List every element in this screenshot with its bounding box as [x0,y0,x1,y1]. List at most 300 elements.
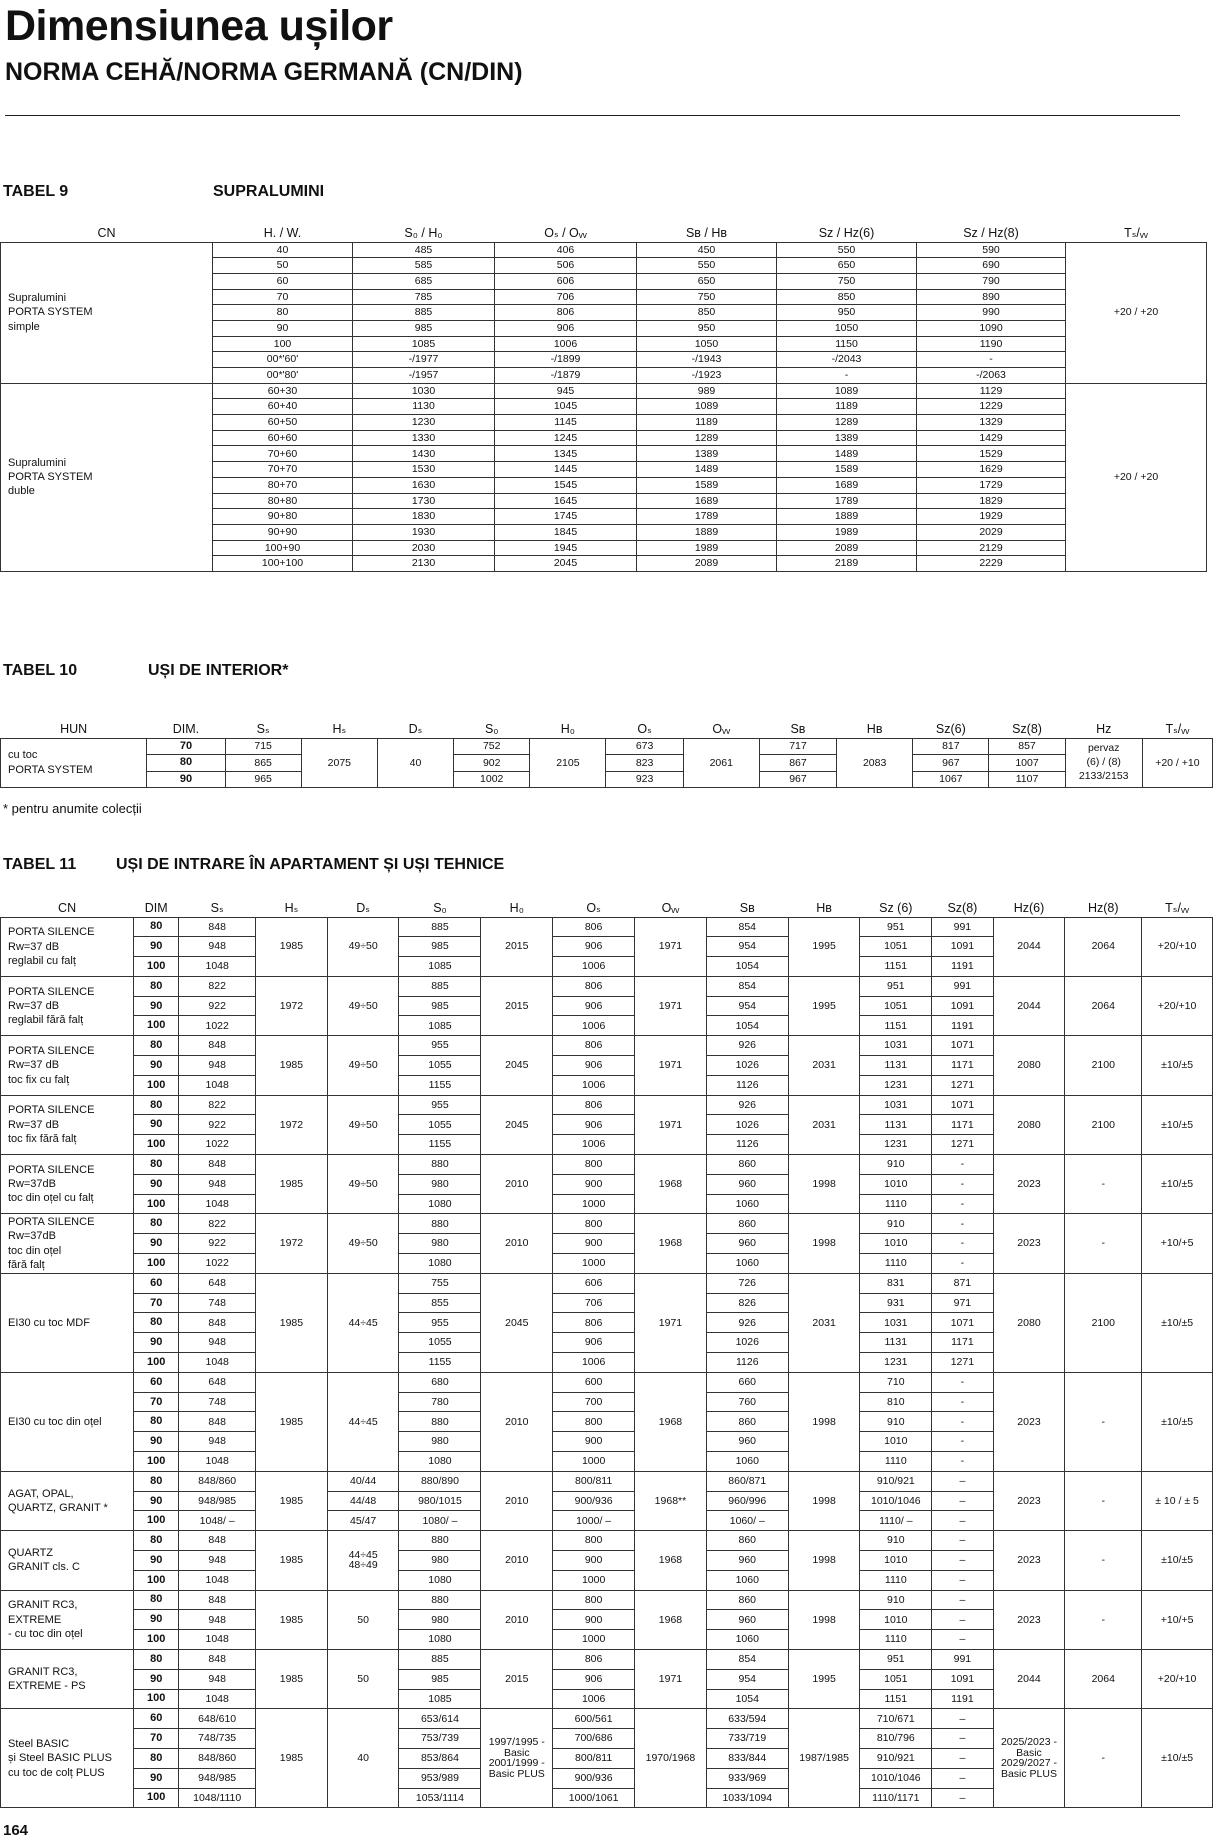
table-cell: 1150 [777,336,917,352]
table-cell: 1245 [495,430,637,446]
table-cell: 706 [495,289,637,305]
table-cell: 1968 [635,1590,707,1649]
column-header: Oᵥᵥ [661,901,680,915]
table-cell: 40 [327,1709,399,1808]
dim-cell: 90 [134,1333,179,1353]
table-cell: 648/610 [179,1709,256,1729]
dim-cell: 100 [134,1788,179,1808]
table-cell: 2030 [353,540,495,556]
table-cell: 1055 [399,1333,481,1353]
table-row [1,1709,1213,1729]
table-cell: 1048 [179,957,256,977]
table-cell: 806 [553,1095,635,1115]
table-cell: – [932,1788,993,1808]
table-cell: 1830 [353,509,495,525]
table-cell: 1689 [777,477,917,493]
table-cell: 1971 [635,976,707,1035]
row-group-label: GRANIT RC3, EXTREME - cu toc din oțel [1,1590,134,1649]
table-cell: 880 [399,1412,481,1432]
table-row [1,976,1213,996]
dim-cell: 90 [147,771,225,788]
table-row [1,1036,1213,1056]
table-cell: 1972 [256,1214,328,1273]
table-cell: 948 [179,1432,256,1452]
table-cell: 960 [706,1551,788,1571]
dim-cell: 100 [134,1135,179,1155]
table-cell: - [1065,1214,1142,1273]
table-cell: 1985 [256,1471,328,1530]
tolerance-cell: ±10/±5 [1142,1531,1213,1590]
table-cell: 685 [353,273,495,289]
table-cell: 2105 [530,738,606,788]
table-cell: – [932,1630,993,1650]
table-cell: 44/48 [327,1491,399,1511]
table-cell: 750 [777,273,917,289]
tolerance-cell: ±10/±5 [1142,1036,1213,1095]
table-cell: 1985 [256,1273,328,1372]
table-row [1,1649,1213,1669]
dim-cell: 100 [134,1570,179,1590]
table-cell: 1006 [553,957,635,977]
table-cell: 933/969 [706,1768,788,1788]
table-cell: 2010 [481,1590,553,1649]
dim-cell: 90 [134,1234,179,1254]
table-cell: 1131 [860,1056,932,1076]
table-cell: 1091 [932,996,993,1016]
table-cell: - [932,1372,993,1392]
table-cell: 752 [454,738,530,755]
table-cell: 1000 [553,1254,635,1274]
table-cell: 848 [179,1590,256,1610]
table-cell: 817 [913,738,989,755]
table-cell: 1189 [777,399,917,415]
table-cell: 2025/2023 - Basic 2029/2027 - Basic PLUS [993,1709,1065,1808]
table-cell: 951 [860,976,932,996]
table-cell: 2083 [837,738,913,788]
table-cell: 850 [637,305,777,321]
table-cell: 2045 [495,556,637,572]
table-cell: – [932,1709,993,1729]
table-cell: 760 [706,1392,788,1412]
dim-cell: 60 [134,1372,179,1392]
table-cell: 506 [495,258,637,274]
table-cell: 2089 [777,540,917,556]
table-cell: 980/1015 [399,1491,481,1511]
table-cell: pervaz (6) / (8) 2133/2153 [1065,738,1142,788]
table-cell: 980 [399,1610,481,1630]
table-cell: 954 [706,996,788,1016]
table-cell: 1054 [706,1689,788,1709]
table-cell: 2023 [993,1531,1065,1590]
table-cell: 1971 [635,1649,707,1708]
column-header: DIM. [172,722,200,736]
table-cell: 2015 [481,1649,553,1708]
dim-cell: 90 [134,1491,179,1511]
column-header: H. / W. [263,226,302,240]
table-cell: 1971 [635,917,707,976]
table-cell: 45/47 [327,1511,399,1531]
table-row [1,1273,1213,1293]
table-cell: 1010 [860,1610,932,1630]
table-cell: 900 [553,1551,635,1571]
table-cell: 2045 [481,1095,553,1154]
column-header: Tₛ/ᵥᵥ [1165,722,1190,736]
column-header: H₀ [560,722,575,736]
table-cell: 860/871 [706,1471,788,1491]
table-cell: 950 [637,320,777,336]
dim-cell: 90 [134,1768,179,1788]
table-cell: – [932,1590,993,1610]
dim-cell: 100 [134,1630,179,1650]
table-cell: 406 [495,242,637,258]
table-cell: 1006 [553,1075,635,1095]
column-header: Sᴢ (6) [879,901,913,915]
table-cell: 1845 [495,524,637,540]
tolerance-cell: ±10/±5 [1142,1273,1213,1372]
table-cell: 848 [179,1036,256,1056]
table-cell: 706 [553,1293,635,1313]
table-cell: 1000/1061 [553,1788,635,1808]
table-cell: 1126 [706,1353,788,1373]
table-cell: 00*'80' [213,368,353,384]
table-cell: 1000 [553,1452,635,1472]
table-9 [0,208,1207,572]
column-header: Oᵥᵥ [712,722,731,736]
table-cell: -/1879 [495,368,637,384]
table-cell: 1489 [777,446,917,462]
table-cell: 854 [706,1649,788,1669]
table-cell: 948/985 [179,1768,256,1788]
table-cell: 910 [860,1590,932,1610]
dim-cell: 100 [134,1452,179,1472]
table-cell: 1033/1094 [706,1788,788,1808]
table-cell: 871 [932,1273,993,1293]
table-cell: 1051 [860,1669,932,1689]
table-cell: 860 [706,1590,788,1610]
dim-cell: 80 [134,1471,179,1491]
column-header: S₀ [484,722,499,736]
table-cell: 1345 [495,446,637,462]
table-cell: 991 [932,917,993,937]
table-cell: 860 [706,1155,788,1175]
table-cell: - [932,1174,993,1194]
table-cell: 906 [553,1115,635,1135]
column-header: Hᴢ(8) [1087,901,1119,915]
tolerance-cell: ±10/±5 [1142,1709,1213,1808]
table-cell: 585 [353,258,495,274]
table-cell: 900/936 [553,1768,635,1788]
table-cell: - [777,368,917,384]
table-cell: 49÷50 [327,1155,399,1214]
dim-cell: 100 [134,1511,179,1531]
table-cell: - [932,1432,993,1452]
table-cell: 733/719 [706,1729,788,1749]
table-cell: 660 [706,1372,788,1392]
dim-cell: 80 [134,1036,179,1056]
table-row [1,1531,1213,1551]
table-cell: 650 [637,273,777,289]
table-row [1,1590,1213,1610]
dim-cell: 100 [134,1254,179,1274]
tolerance-cell: ±10/±5 [1142,1372,1213,1471]
table-cell: 1010 [860,1432,932,1452]
row-group-label: PORTA SILENCE Rw=37 dB toc fix fără falț [1,1095,134,1154]
dim-cell: 80 [147,755,225,772]
dim-cell: 90 [134,1056,179,1076]
column-header: Oₛ [637,722,652,736]
row-group-label: PORTA SILENCE Rw=37 dB reglabil cu falț [1,917,134,976]
table-cell: - [1065,1531,1142,1590]
table-cell: -/1899 [495,352,637,368]
table-cell: 906 [553,996,635,1016]
table-cell: 1171 [932,1056,993,1076]
table-cell: 49÷50 [327,1214,399,1273]
table-cell: 1155 [399,1135,481,1155]
row-group-label: GRANIT RC3, EXTREME - PS [1,1649,134,1708]
table-cell: 40 [377,738,453,788]
table-cell: 1060 [706,1570,788,1590]
table-cell: - [932,1452,993,1472]
column-header: Hᴢ [1096,722,1112,736]
table-cell: 90 [213,320,353,336]
table-cell: 753/739 [399,1729,481,1749]
dim-cell: 70 [134,1729,179,1749]
table-cell: 1985 [256,1531,328,1590]
table-cell: 2080 [993,1095,1065,1154]
table-cell: 780 [399,1392,481,1412]
table-cell: 800 [553,1531,635,1551]
table-cell: 1689 [637,493,777,509]
dim-cell: 70 [147,738,225,755]
table-cell: - [1065,1709,1142,1808]
table-cell: 1080 [399,1254,481,1274]
table-cell: 700/686 [553,1729,635,1749]
table-cell: 1968 [635,1372,707,1471]
table-cell: 1489 [637,462,777,478]
table-row [1,1372,1213,1392]
table-cell: 926 [706,1036,788,1056]
table-cell: 1231 [860,1075,932,1095]
table-cell: 1090 [917,320,1066,336]
table-cell: 1151 [860,1016,932,1036]
table-cell: 1110 [860,1194,932,1214]
table-cell: 890 [917,289,1066,305]
table-cell: 49÷50 [327,917,399,976]
dim-cell: 100 [134,1194,179,1214]
table-cell: 60+30 [213,383,353,399]
table-cell: 1968** [635,1471,707,1530]
table-cell: 906 [553,1669,635,1689]
table-cell: 867 [759,755,836,772]
table-cell: 967 [759,771,836,788]
table-cell: 2080 [993,1273,1065,1372]
table-cell: – [932,1768,993,1788]
table-cell: 910/921 [860,1471,932,1491]
table-cell: 1445 [495,462,637,478]
table-cell: 1971 [635,1273,707,1372]
table-cell: 1151 [860,957,932,977]
table-cell: 1080/ – [399,1511,481,1531]
table-cell: 880 [399,1590,481,1610]
table-cell: 710 [860,1372,932,1392]
table-cell: 806 [553,976,635,996]
table-cell: 00*'60' [213,352,353,368]
table-cell: -/1957 [353,368,495,384]
table-cell: 951 [860,917,932,937]
table-cell: 860 [706,1214,788,1234]
table-cell: 953/989 [399,1768,481,1788]
dim-cell: 60 [134,1273,179,1293]
table-cell: 1191 [932,957,993,977]
table-cell: 1789 [777,493,917,509]
table-cell: 2015 [481,976,553,1035]
table-cell: 948 [179,1551,256,1571]
table-cell: 822 [179,976,256,996]
table-cell: 826 [706,1293,788,1313]
table-cell: - [932,1214,993,1234]
column-header: S₀ / H₀ [404,226,443,240]
table-cell: 848/860 [179,1471,256,1491]
table-cell: 680 [399,1372,481,1392]
column-header: Dₛ [356,901,370,915]
table-cell: 726 [706,1273,788,1293]
table-cell: 1171 [932,1115,993,1135]
table-cell: 1998 [788,1531,860,1590]
table-cell: 2015 [481,917,553,976]
table-cell: 923 [606,771,683,788]
row-group-label: AGAT, OPAL, QUARTZ, GRANIT * [1,1471,134,1530]
table-cell: 1110 [860,1452,932,1472]
table-cell: 910/921 [860,1748,932,1768]
table-cell: 1007 [989,755,1065,772]
table-row [1,771,1213,788]
table-cell: 906 [553,1333,635,1353]
table-cell: 600/561 [553,1709,635,1729]
table-cell: 1060/ – [706,1511,788,1531]
table-cell: 1271 [932,1135,993,1155]
tolerance-cell: +20/+10 [1142,917,1213,976]
table-cell: 885 [399,1649,481,1669]
table-cell: 1998 [788,1214,860,1273]
table-cell: 717 [759,738,836,755]
row-group-label: PORTA SILENCE Rw=37 dB reglabil fără falț [1,976,134,1035]
table-cell: 880 [399,1531,481,1551]
table-cell: 1589 [637,477,777,493]
table-cell: 2100 [1065,1095,1142,1154]
table-cell: 1151 [860,1689,932,1709]
table-cell: 2100 [1065,1273,1142,1372]
column-header: Sₛ [256,722,270,736]
table-cell: 1985 [256,1036,328,1095]
table-cell: 1080 [399,1570,481,1590]
table-cell: 1789 [637,509,777,525]
dim-cell: 90 [134,1669,179,1689]
table-cell: 2229 [917,556,1066,572]
table-cell: 1071 [932,1036,993,1056]
table-row [1,1155,1213,1175]
table-cell: 985 [399,937,481,957]
column-header: Sᴢ(6) [935,722,966,736]
table-cell: 1126 [706,1135,788,1155]
row-group-label: EI30 cu toc din oțel [1,1372,134,1471]
table-cell: 990 [917,305,1066,321]
table-cell: 80+80 [213,493,353,509]
table-cell: 965 [225,771,301,788]
table-cell: 2031 [788,1036,860,1095]
table-cell: 1971 [635,1036,707,1095]
column-header: Oₛ [586,901,601,915]
table-cell: – [932,1491,993,1511]
table-cell: 848 [179,1649,256,1669]
table11-label: TABEL 11 [3,856,77,873]
table-cell: 800 [553,1214,635,1234]
row-group-label: Supralumini PORTA SYSTEM duble [1,383,213,571]
table-cell: 991 [932,1649,993,1669]
table-cell: 1089 [777,383,917,399]
table-cell: 1985 [256,1590,328,1649]
table-cell: 606 [553,1273,635,1293]
row-group-label: Steel BASIC și Steel BASIC PLUS cu toc de colț PLUS [1,1709,134,1808]
table-cell: 854 [706,917,788,937]
table-cell: 1085 [399,1689,481,1709]
table-cell: 2089 [637,556,777,572]
table-cell: 1968 [635,1531,707,1590]
table-cell: 855 [399,1293,481,1313]
table-cell: 1080 [399,1194,481,1214]
table-cell: 2064 [1065,1649,1142,1708]
table-cell: 1889 [637,524,777,540]
table-cell: 810 [860,1392,932,1412]
table-cell: 1972 [256,976,328,1035]
table-cell: - [932,1155,993,1175]
table-cell: 748/735 [179,1729,256,1749]
table-cell: 885 [399,917,481,937]
table-cell: 848 [179,1155,256,1175]
table-cell: 960 [706,1432,788,1452]
dim-cell: 80 [134,976,179,996]
table-cell: 1985 [256,1372,328,1471]
table-cell: -/1977 [353,352,495,368]
dim-cell: 90 [134,1610,179,1630]
table-cell: 60+40 [213,399,353,415]
table-cell: 1000 [553,1194,635,1214]
column-header: Dₛ [408,722,423,736]
tolerance-cell: +20 / +10 [1142,738,1212,788]
tolerance-cell: +20 / +20 [1066,383,1207,571]
table-cell: 755 [399,1273,481,1293]
table-cell: 1987/1985 [788,1709,860,1808]
table-cell: 50 [327,1649,399,1708]
column-header: Sₛ [210,901,224,915]
table-cell: 1145 [495,415,637,431]
table-cell: 848 [179,1531,256,1551]
table-cell: 1998 [788,1155,860,1214]
table-cell: -/2043 [777,352,917,368]
table-cell: 1080 [399,1452,481,1472]
table-cell: 1000 [553,1570,635,1590]
table-cell: 1429 [917,430,1066,446]
table-cell: 1155 [399,1353,481,1373]
table-cell: 2064 [1065,976,1142,1035]
table-cell: 50 [213,258,353,274]
table-cell: 2044 [993,1649,1065,1708]
table-cell: 1000/ – [553,1511,635,1531]
table-cell: 1131 [860,1333,932,1353]
dim-cell: 80 [134,1748,179,1768]
row-group-label: QUARTZ GRANIT cls. C [1,1531,134,1590]
dim-cell: 70 [134,1392,179,1412]
title-divider [5,115,1180,116]
